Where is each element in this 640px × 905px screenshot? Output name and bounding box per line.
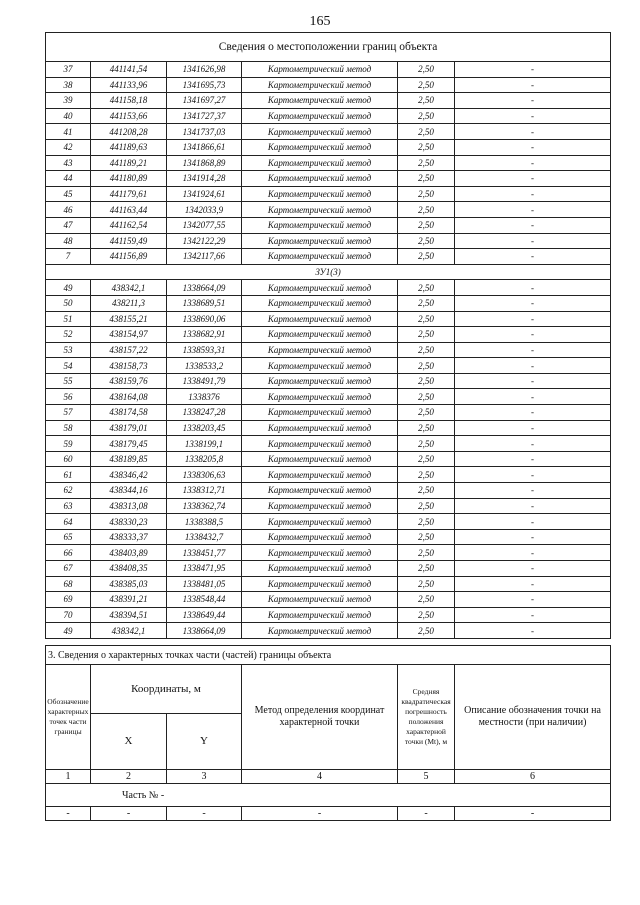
- table-cell: 1338432,7: [167, 529, 242, 545]
- table-cell: 2,50: [398, 139, 455, 155]
- table-cell: 2,50: [398, 217, 455, 233]
- table-cell: Картометрический метод: [242, 576, 398, 592]
- table-cell: 2,50: [398, 529, 455, 545]
- table-cell: 70: [46, 607, 91, 623]
- table-cell: 441156,89: [91, 249, 167, 265]
- table-row: [46, 467, 611, 483]
- table-cell: 441163,44: [91, 202, 167, 218]
- table-cell: 1338205,8: [167, 451, 242, 467]
- table-cell: 56: [46, 389, 91, 405]
- table-cell: Картометрический метод: [242, 124, 398, 140]
- table-cell: 1338664,09: [167, 623, 242, 639]
- table-cell: 1338199,1: [167, 436, 242, 452]
- table-cell: -: [455, 358, 611, 374]
- table-cell: -: [455, 327, 611, 343]
- table-cell: -: [455, 202, 611, 218]
- table-cell: 1342077,55: [167, 217, 242, 233]
- table-row: [46, 311, 611, 327]
- table-cell: 2,50: [398, 77, 455, 93]
- table-cell: -: [455, 186, 611, 202]
- column-number: 2: [91, 770, 167, 784]
- table-cell: 62: [46, 483, 91, 499]
- table-cell: 438394,51: [91, 607, 167, 623]
- table-cell: -: [455, 576, 611, 592]
- table-cell: -: [455, 807, 611, 821]
- table-cell: Картометрический метод: [242, 342, 398, 358]
- table-cell: 2,50: [398, 607, 455, 623]
- table-cell: 438174,58: [91, 405, 167, 421]
- table-row: [46, 93, 611, 109]
- table-cell: 39: [46, 93, 91, 109]
- table-cell: 2,50: [398, 451, 455, 467]
- table-cell: 1341695,73: [167, 77, 242, 93]
- table-cell: 2,50: [398, 420, 455, 436]
- table-cell: -: [455, 389, 611, 405]
- table-cell: 438391,21: [91, 592, 167, 608]
- table-cell: 438157,22: [91, 342, 167, 358]
- table-row: [46, 202, 611, 218]
- table-cell: Картометрический метод: [242, 311, 398, 327]
- table-cell: 1338649,44: [167, 607, 242, 623]
- table-row: [46, 358, 611, 374]
- table-cell: Картометрический метод: [242, 529, 398, 545]
- table-cell: -: [455, 514, 611, 530]
- table-row: [46, 249, 611, 265]
- table-cell: 2,50: [398, 545, 455, 561]
- table-row: [46, 545, 611, 561]
- col-accuracy-header: Средняя квадратическая погрешность положения характерной точки (Mt), м: [398, 665, 455, 770]
- table-cell: 2,50: [398, 514, 455, 530]
- table-cell: 53: [46, 342, 91, 358]
- table-cell: 49: [46, 623, 91, 639]
- table-cell: -: [455, 592, 611, 608]
- table-cell: 1341727,37: [167, 108, 242, 124]
- table-cell: 441158,18: [91, 93, 167, 109]
- table-row: [46, 451, 611, 467]
- table-cell: Картометрический метод: [242, 592, 398, 608]
- table-cell: 2,50: [398, 358, 455, 374]
- table-cell: 1341626,98: [167, 62, 242, 78]
- table-row: [46, 420, 611, 436]
- table-cell: 438403,89: [91, 545, 167, 561]
- table-cell: 1338247,28: [167, 405, 242, 421]
- table-row: [46, 561, 611, 577]
- table-cell: -: [455, 420, 611, 436]
- table-cell: -: [455, 124, 611, 140]
- table-cell: -: [455, 467, 611, 483]
- table-row: [46, 186, 611, 202]
- table-cell: 2,50: [398, 467, 455, 483]
- table-cell: -: [455, 311, 611, 327]
- table-row: [46, 171, 611, 187]
- table-cell: 1338306,63: [167, 467, 242, 483]
- table-cell: Картометрический метод: [242, 155, 398, 171]
- table-cell: 65: [46, 529, 91, 545]
- col-x-header: X: [91, 714, 167, 770]
- table-cell: 1338491,79: [167, 373, 242, 389]
- table-cell: Картометрический метод: [242, 139, 398, 155]
- table-cell: 438342,1: [91, 280, 167, 296]
- table-cell: -: [455, 342, 611, 358]
- table-cell: -: [455, 62, 611, 78]
- table-cell: Картометрический метод: [242, 436, 398, 452]
- part-points-table: [45, 645, 611, 821]
- page-number: 165: [309, 14, 331, 29]
- table-cell: 438408,35: [91, 561, 167, 577]
- table-cell: 438333,37: [91, 529, 167, 545]
- table-cell: -: [398, 807, 455, 821]
- table-cell: 40: [46, 108, 91, 124]
- table-row: [46, 483, 611, 499]
- table-cell: -: [455, 561, 611, 577]
- table-cell: -: [455, 545, 611, 561]
- table-cell: 50: [46, 295, 91, 311]
- table-cell: 441162,54: [91, 217, 167, 233]
- col-coordinates-header: Координаты, м: [91, 665, 242, 714]
- table-cell: 1338664,09: [167, 280, 242, 296]
- table-cell: 66: [46, 545, 91, 561]
- table-cell: -: [455, 498, 611, 514]
- table-cell: Картометрический метод: [242, 561, 398, 577]
- table-cell: 438159,76: [91, 373, 167, 389]
- table-cell: 2,50: [398, 561, 455, 577]
- table-cell: 438313,08: [91, 498, 167, 514]
- table-cell: Картометрический метод: [242, 249, 398, 265]
- table-cell: 2,50: [398, 280, 455, 296]
- table-cell: 438179,45: [91, 436, 167, 452]
- table-cell: 1341924,61: [167, 186, 242, 202]
- table-cell: 60: [46, 451, 91, 467]
- column-number: 1: [46, 770, 91, 784]
- table-cell: -: [167, 807, 242, 821]
- table-cell: 441179,61: [91, 186, 167, 202]
- table-cell: 1341737,03: [167, 124, 242, 140]
- table-cell: 1338388,5: [167, 514, 242, 530]
- table-cell: 2,50: [398, 311, 455, 327]
- table-cell: 438154,97: [91, 327, 167, 343]
- col-y-header: Y: [167, 714, 242, 770]
- section-title: Сведения о местоположении границ объекта: [46, 33, 611, 62]
- table-cell: 68: [46, 576, 91, 592]
- column-number: 4: [242, 770, 398, 784]
- table-cell: 1338533,2: [167, 358, 242, 374]
- table-cell: Картометрический метод: [242, 280, 398, 296]
- table-row: [46, 217, 611, 233]
- table-cell: 2,50: [398, 623, 455, 639]
- table-cell: 64: [46, 514, 91, 530]
- table-cell: 1338481,05: [167, 576, 242, 592]
- table-cell: Картометрический метод: [242, 373, 398, 389]
- table-row: [46, 295, 611, 311]
- table-cell: 2,50: [398, 202, 455, 218]
- table-row: [46, 592, 611, 608]
- table-row: [46, 280, 611, 296]
- table-row: [46, 607, 611, 623]
- table-cell: -: [455, 217, 611, 233]
- table-cell: 1338312,71: [167, 483, 242, 499]
- table-cell: 55: [46, 373, 91, 389]
- table-cell: Картометрический метод: [242, 186, 398, 202]
- table-cell: 2,50: [398, 405, 455, 421]
- table-cell: 2,50: [398, 249, 455, 265]
- table-row: [46, 807, 611, 821]
- table-row: [46, 124, 611, 140]
- table-cell: -: [455, 529, 611, 545]
- table-cell: -: [455, 249, 611, 265]
- table-cell: 2,50: [398, 108, 455, 124]
- table-cell: -: [455, 93, 611, 109]
- table-cell: Картометрический метод: [242, 420, 398, 436]
- table-cell: 2,50: [398, 295, 455, 311]
- table-cell: 2,50: [398, 436, 455, 452]
- table-cell: 441159,49: [91, 233, 167, 249]
- table-cell: 2,50: [398, 498, 455, 514]
- table-cell: 42: [46, 139, 91, 155]
- table-cell: 67: [46, 561, 91, 577]
- table-row: [46, 514, 611, 530]
- table-cell: 45: [46, 186, 91, 202]
- table-cell: 2,50: [398, 155, 455, 171]
- table-cell: Картометрический метод: [242, 467, 398, 483]
- table-cell: 2,50: [398, 171, 455, 187]
- table-cell: 438385,03: [91, 576, 167, 592]
- table-cell: 1342117,66: [167, 249, 242, 265]
- table-cell: 1342033,9: [167, 202, 242, 218]
- table-cell: -: [455, 451, 611, 467]
- table-cell: 63: [46, 498, 91, 514]
- table-cell: -: [455, 155, 611, 171]
- table-cell: 2,50: [398, 62, 455, 78]
- table-cell: 1338690,06: [167, 311, 242, 327]
- table-cell: 1341868,89: [167, 155, 242, 171]
- table-cell: Картометрический метод: [242, 295, 398, 311]
- table-cell: -: [455, 405, 611, 421]
- table-row: [46, 405, 611, 421]
- table-cell: 438344,16: [91, 483, 167, 499]
- table-cell: 1338203,45: [167, 420, 242, 436]
- table-cell: Картометрический метод: [242, 483, 398, 499]
- table-cell: 438158,73: [91, 358, 167, 374]
- table-cell: -: [455, 373, 611, 389]
- table-row: [46, 108, 611, 124]
- table-cell: 441153,66: [91, 108, 167, 124]
- table-cell: 2,50: [398, 483, 455, 499]
- subheader-row: [46, 264, 611, 280]
- table-cell: 1341914,28: [167, 171, 242, 187]
- table-cell: 2,50: [398, 592, 455, 608]
- table-cell: 2,50: [398, 124, 455, 140]
- table-cell: 438189,85: [91, 451, 167, 467]
- table-cell: -: [455, 483, 611, 499]
- table-cell: Картометрический метод: [242, 358, 398, 374]
- table-row: [46, 233, 611, 249]
- table-cell: 438342,1: [91, 623, 167, 639]
- table-cell: 441189,63: [91, 139, 167, 155]
- table-cell: 441141,54: [91, 62, 167, 78]
- table-cell: Картометрический метод: [242, 451, 398, 467]
- table-cell: 37: [46, 62, 91, 78]
- table-cell: 441208,28: [91, 124, 167, 140]
- table-cell: -: [455, 295, 611, 311]
- table-cell: 438211,3: [91, 295, 167, 311]
- table-cell: 49: [46, 280, 91, 296]
- table-cell: Картометрический метод: [242, 202, 398, 218]
- table-row: [46, 327, 611, 343]
- table-row: [46, 529, 611, 545]
- table-row: [46, 623, 611, 639]
- table-cell: 1338362,74: [167, 498, 242, 514]
- table-row: [46, 342, 611, 358]
- table-cell: Картометрический метод: [242, 405, 398, 421]
- table-row: [46, 373, 611, 389]
- table-row: [46, 436, 611, 452]
- table-cell: 41: [46, 124, 91, 140]
- table-cell: 48: [46, 233, 91, 249]
- table-cell: 438330,23: [91, 514, 167, 530]
- col-method-header: Метод определения координат характерной точки: [242, 665, 398, 770]
- table-cell: 59: [46, 436, 91, 452]
- table-cell: Картометрический метод: [242, 93, 398, 109]
- table-cell: 2,50: [398, 389, 455, 405]
- table-cell: 7: [46, 249, 91, 265]
- table-cell: 1338682,91: [167, 327, 242, 343]
- table-row: [46, 498, 611, 514]
- table-cell: -: [455, 280, 611, 296]
- column-numbers-row: [46, 770, 611, 784]
- table-cell: 47: [46, 217, 91, 233]
- table-cell: 2,50: [398, 576, 455, 592]
- table-cell: 441133,96: [91, 77, 167, 93]
- table-cell: Картометрический метод: [242, 623, 398, 639]
- table-row: [46, 139, 611, 155]
- table-cell: 51: [46, 311, 91, 327]
- table-cell: 57: [46, 405, 91, 421]
- table-cell: -: [455, 139, 611, 155]
- table-cell: Картометрический метод: [242, 607, 398, 623]
- table-cell: 58: [46, 420, 91, 436]
- table-cell: -: [455, 171, 611, 187]
- table-cell: Картометрический метод: [242, 233, 398, 249]
- table-cell: -: [242, 807, 398, 821]
- table-cell: 38: [46, 77, 91, 93]
- table-cell: Картометрический метод: [242, 498, 398, 514]
- table-cell: 441180,89: [91, 171, 167, 187]
- table-cell: -: [91, 807, 167, 821]
- table-cell: 1341697,27: [167, 93, 242, 109]
- table-cell: 69: [46, 592, 91, 608]
- table-row: [46, 576, 611, 592]
- table-cell: 1338471,95: [167, 561, 242, 577]
- table-cell: -: [455, 77, 611, 93]
- table-cell: 52: [46, 327, 91, 343]
- table-cell: -: [455, 108, 611, 124]
- table-cell: Картометрический метод: [242, 171, 398, 187]
- table-row: [46, 389, 611, 405]
- table-cell: 1338593,31: [167, 342, 242, 358]
- table-cell: 1338689,51: [167, 295, 242, 311]
- column-number: 3: [167, 770, 242, 784]
- table-cell: Картометрический метод: [242, 327, 398, 343]
- table-cell: Картометрический метод: [242, 108, 398, 124]
- section3-title: 3. Сведения о характерных точках части (частей) границы объекта: [46, 646, 611, 665]
- table-cell: 441189,21: [91, 155, 167, 171]
- land-plot-subheader: ЗУ1(3): [46, 264, 611, 280]
- table-cell: 2,50: [398, 233, 455, 249]
- table-row: [46, 62, 611, 78]
- table-cell: Картометрический метод: [242, 77, 398, 93]
- table-cell: 438179,01: [91, 420, 167, 436]
- table-row: [46, 155, 611, 171]
- table-cell: 2,50: [398, 93, 455, 109]
- table-cell: 1342122,29: [167, 233, 242, 249]
- table-cell: 438164,08: [91, 389, 167, 405]
- part-label: Часть № -: [46, 784, 611, 807]
- table-cell: 1338376: [167, 389, 242, 405]
- col-description-header: Описание обозначения точки на местности (при наличии): [455, 665, 611, 770]
- table-cell: 2,50: [398, 186, 455, 202]
- table-cell: 438346,42: [91, 467, 167, 483]
- table-cell: Картометрический метод: [242, 62, 398, 78]
- table-cell: -: [455, 436, 611, 452]
- table-cell: 2,50: [398, 327, 455, 343]
- table-cell: 438155,21: [91, 311, 167, 327]
- table-cell: 1338548,44: [167, 592, 242, 608]
- table-cell: Картометрический метод: [242, 389, 398, 405]
- table-cell: Картометрический метод: [242, 545, 398, 561]
- table-cell: Картометрический метод: [242, 217, 398, 233]
- table-cell: 46: [46, 202, 91, 218]
- table-cell: 1341866,61: [167, 139, 242, 155]
- table-cell: -: [455, 233, 611, 249]
- table-cell: -: [455, 607, 611, 623]
- table-cell: 54: [46, 358, 91, 374]
- column-number: 6: [455, 770, 611, 784]
- boundary-points-table: [45, 32, 611, 639]
- table-cell: 44: [46, 171, 91, 187]
- table-cell: 1338451,77: [167, 545, 242, 561]
- table-cell: -: [46, 807, 91, 821]
- col-designation-header: Обозначение характерных точек части границы: [46, 665, 91, 770]
- table-cell: 2,50: [398, 373, 455, 389]
- column-number: 5: [398, 770, 455, 784]
- table-cell: Картометрический метод: [242, 514, 398, 530]
- table-row: [46, 77, 611, 93]
- table-cell: 61: [46, 467, 91, 483]
- table-cell: -: [455, 623, 611, 639]
- table-cell: 43: [46, 155, 91, 171]
- table-cell: 2,50: [398, 342, 455, 358]
